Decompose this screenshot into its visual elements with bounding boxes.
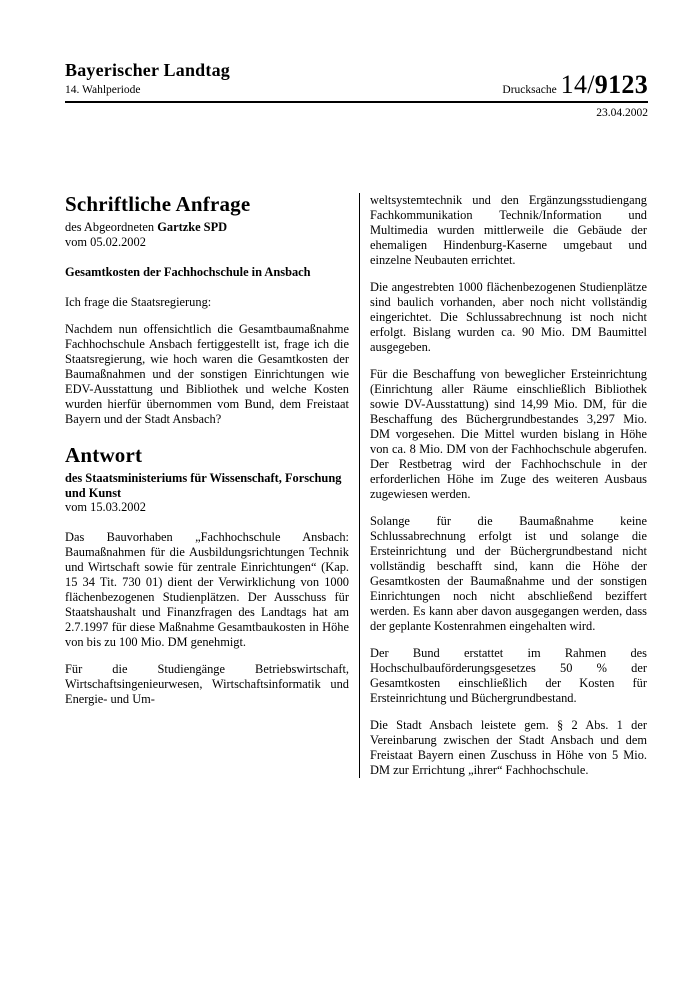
answer-paragraph: Für die Studiengänge Betriebswirtschaft, Wirtschaftsingenieurwesen, Wirtschaftsinformatik und Energie- und Um- <box>65 661 349 706</box>
drucksache-number-prefix: 14/ <box>560 69 595 99</box>
answer-paragraph: Für die Beschaffung von beweglicher Ersteinrichtung (Einrichtung aller Räume einschließlich Bibliothek sowie DV-Ausstattung) sind 14,99 Mio. DM, für die Beschaffung des Büchergrundbestandes 3,297 Mio. DM vorgesehen. Die Mittel wurden bislang in Höhe von ca. 8 Mio. DM von der Fachhochschule abgerufen. Der Restbetrag wird der Fachhochschule in der erforderlichen Höhe im Zuge des weiteren Ausbaus zugewiesen werden. <box>370 367 647 501</box>
question-author-prefix: des Abgeordneten <box>65 220 155 235</box>
drucksache-number <box>561 70 648 99</box>
drucksache-number-main: 9123 <box>594 69 648 99</box>
right-column <box>370 193 647 778</box>
answer-paragraph: Der Bund erstattet im Rahmen des Hochschulbauförderungsgesetzes 50 % der Gesamtkosten einschließlich der Kosten für Ersteinrichtung und Büchergrundbestand. <box>370 646 647 705</box>
answer-paragraph: Die angestrebten 1000 flächenbezogenen Studienplätze sind baulich vorhanden, aber noch nicht vollständig eingerichtet. Die Schlussabrechnung ist noch nicht erfolgt. Bislang wurden ca. 90 Mio. DM Baumittel ausgegeben. <box>370 280 647 354</box>
left-column <box>65 193 349 778</box>
question-title: Schriftliche Anfrage <box>65 192 251 216</box>
two-column-body <box>65 193 648 778</box>
org-title: Bayerischer Landtag <box>65 60 230 80</box>
legislative-period: 14. Wahlperiode <box>65 83 141 96</box>
question-subject: Gesamtkosten der Fachhochschule in Ansbach <box>65 265 311 280</box>
question-author: Gartzke SPD <box>157 220 228 235</box>
drucksache-label: Drucksache <box>502 83 557 96</box>
answer-paragraph: weltsystemtechnik und den Ergänzungsstudiengang Fachkommunikation Technik/Information und Multimedia wurden mittlerweile die Gebäude der ehemaligen Hindenburg-Kaserne umgebaut und einzelne Neubauten errichtet. <box>370 193 647 267</box>
question-byline <box>65 220 349 235</box>
question-intro: Ich frage die Staatsregierung: <box>65 295 212 310</box>
answer-paragraph: Solange für die Baumaßnahme keine Schlussabrechnung erfolgt ist und solange die Ersteinrichtung und der Büchergrundbestand nicht vollständig beschafft sind, kann die Höhe der Gesamtkosten der Baumaßnahme und der sonstigen Einrichtungen noch nicht abschließend beziffert werden. Es kann aber davon ausgegangen werden, dass der geplante Kostenrahmen eingehalten wird. <box>370 514 647 633</box>
header-left <box>65 60 230 98</box>
answer-paragraph: Das Bauvorhaben „Fachhochschule Ansbach: Baumaßnahmen für die Ausbildungsrichtungen Technik und Wirtschaft sowie für zentrale Einrichtungen“ (Kap. 15 34 Tit. 730 01) dient der Verwirklichung von 1000 flächenbezogenen Studienplätzen. Der Ausschuss für Staatshaushalt und Finanzfragen des Landtags hat am 2.7.1997 für diese Maßnahme Gesamtbaukosten in Höhe von bis zu 100 Mio. DM genehmigt. <box>65 529 349 649</box>
question-date: vom 05.02.2002 <box>65 234 146 249</box>
header-rule <box>65 101 648 103</box>
answer-date: vom 15.03.2002 <box>65 500 146 515</box>
drucksache-line <box>502 69 648 99</box>
answer-section <box>65 444 349 707</box>
issue-date: 23.04.2002 <box>596 106 648 119</box>
question-body: Nachdem nun offensichtlich die Gesamtbaumaßnahme Fachhochschule Ansbach fertiggestellt ist, frage ich die Staatsregierung, wie hoch waren die Gesamtkosten der Baumaßnahmen und der sonstigen Einrichtungen wie EDV-Ausstattung und Bibliothek und welche Kosten wurden hierfür übernommen vom Bund, dem Freistaat Bayern und der Stadt Ansbach? <box>65 322 349 427</box>
answer-paragraph: Die Stadt Ansbach leistete gem. § 2 Abs. 1 der Vereinbarung zwischen der Stadt Ansbach und dem Freistaat Bayern einen Zuschuss in Höhe von 5 Mio. DM zur Errichtung „ihrer“ Fachhochschule. <box>370 718 647 777</box>
column-divider <box>359 193 360 778</box>
answer-author: des Staatsministeriums für Wissenschaft, Forschung und Kunst <box>65 471 342 500</box>
answer-title: Antwort <box>65 443 143 468</box>
document-header <box>65 60 648 119</box>
header-row <box>65 60 648 98</box>
